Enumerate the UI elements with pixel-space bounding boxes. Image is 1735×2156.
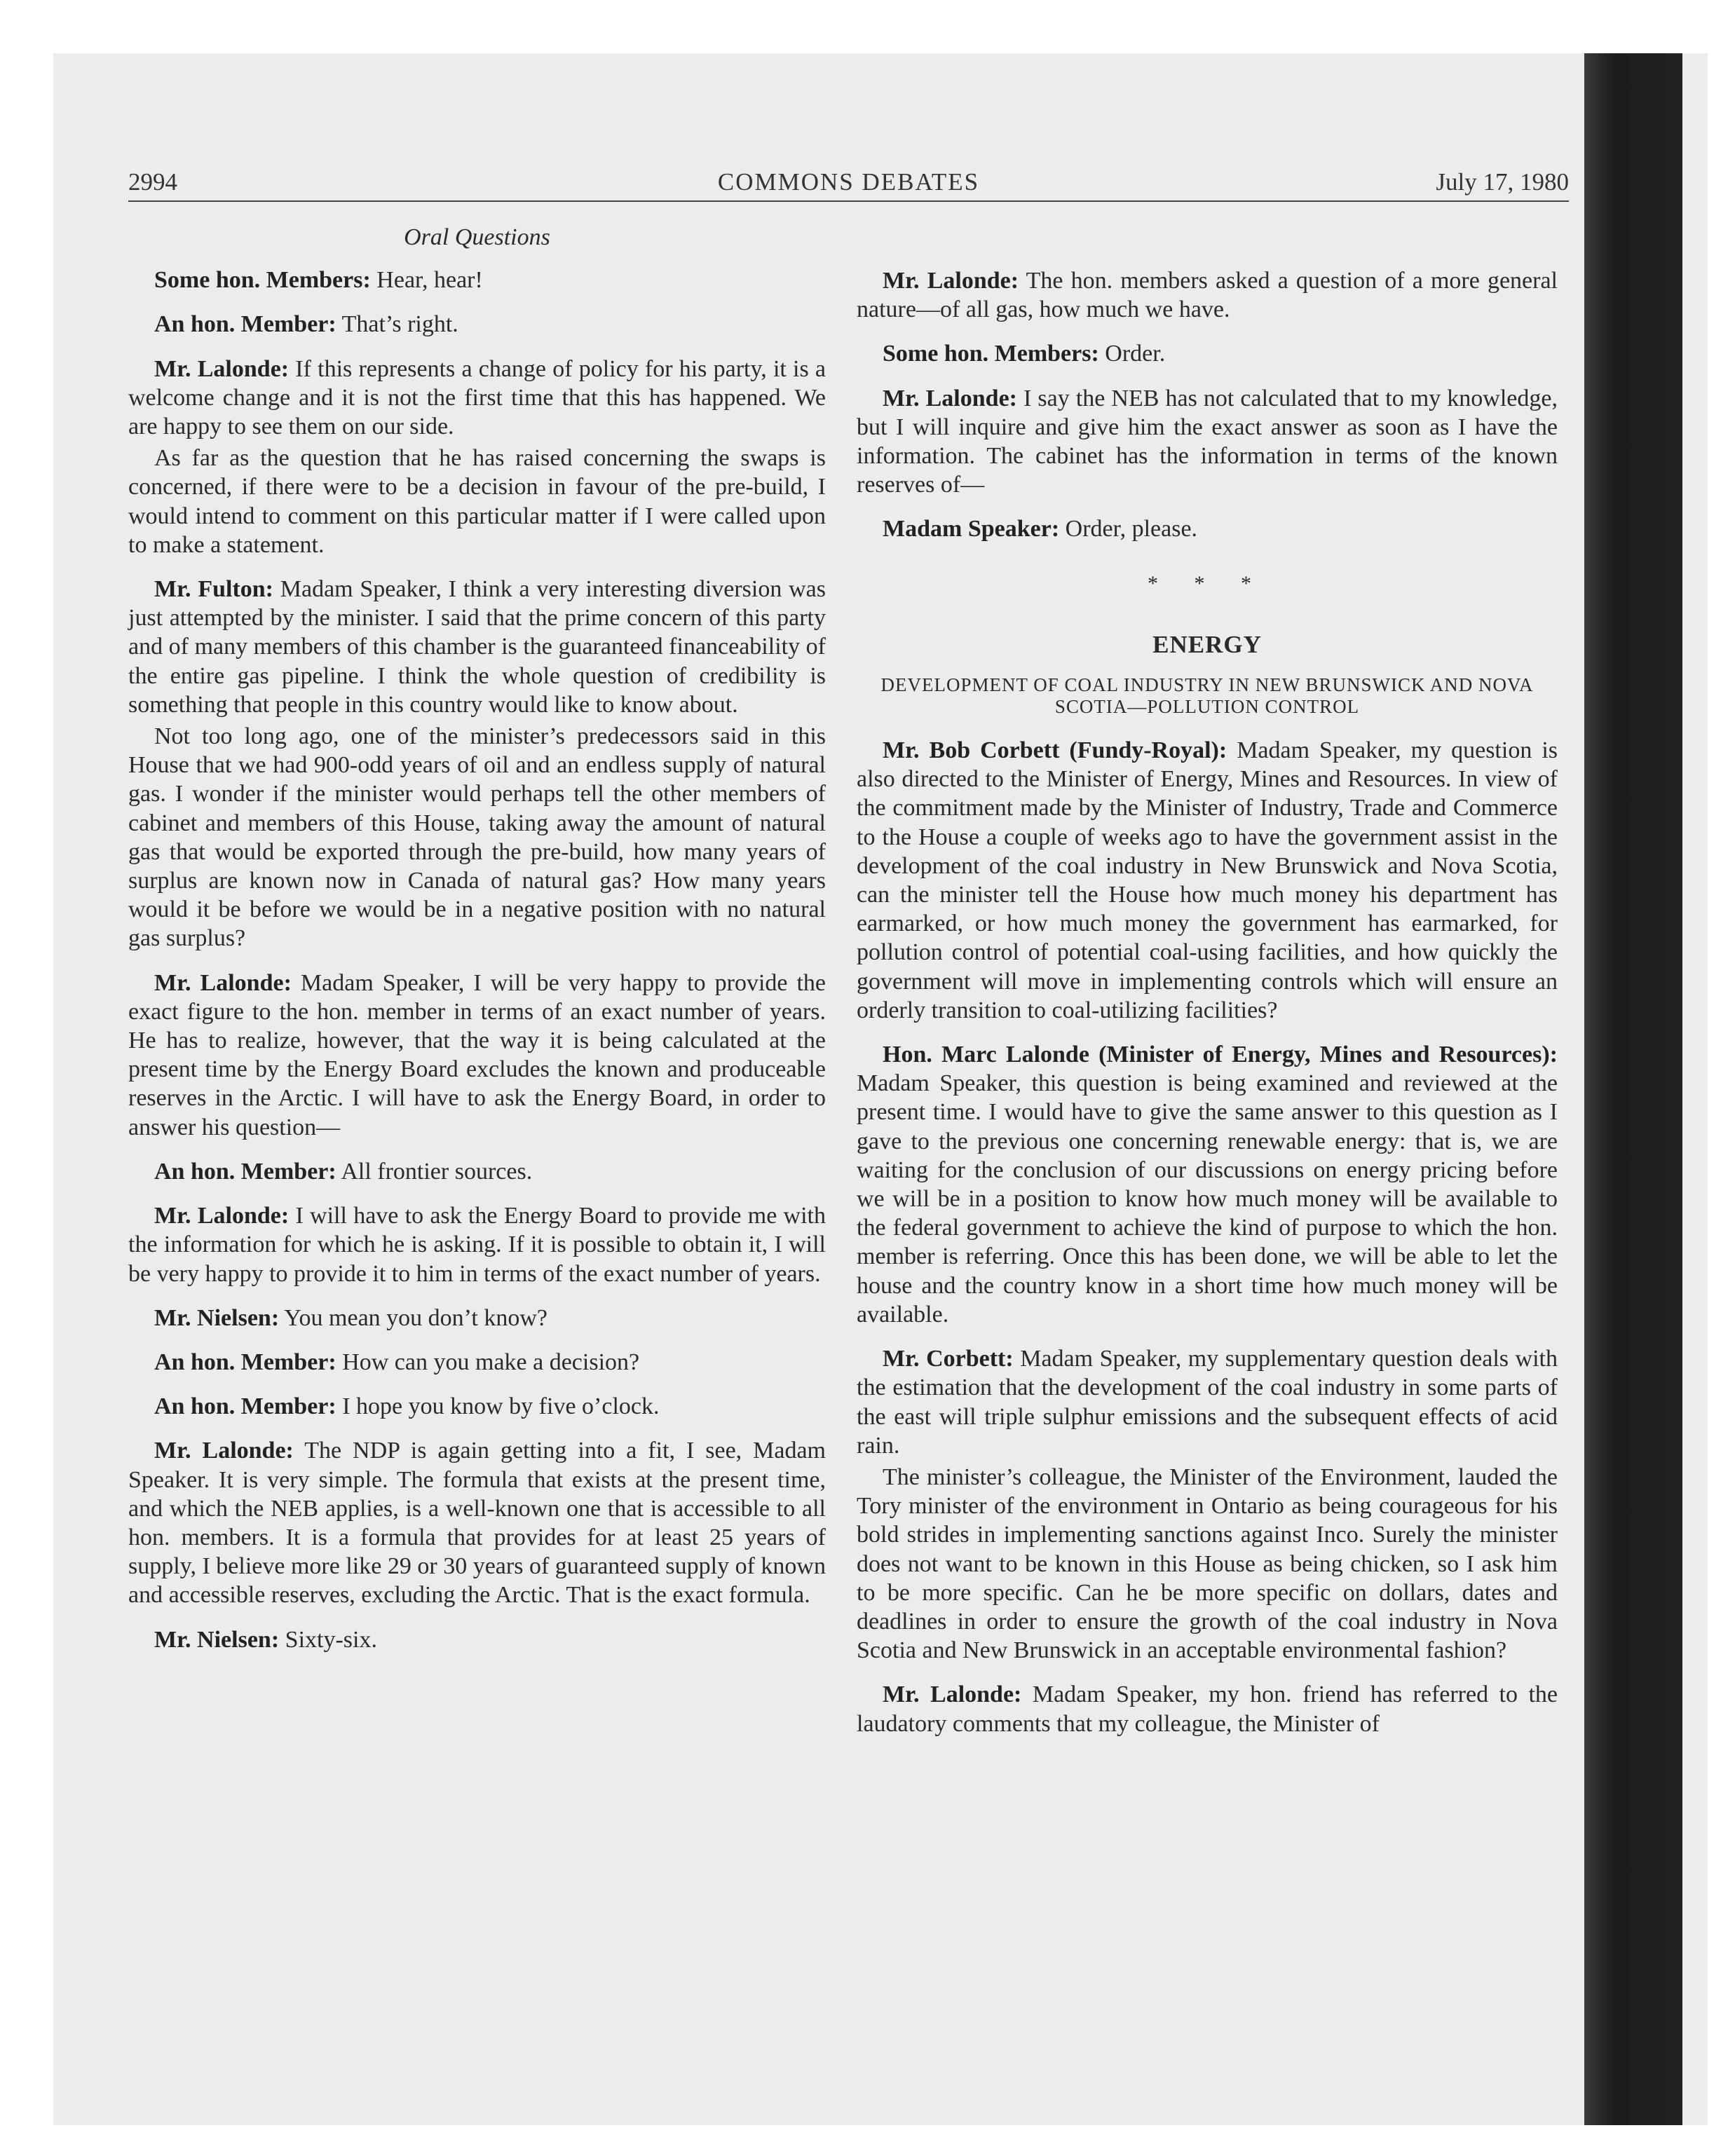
speaker-name: Mr. Lalonde: xyxy=(154,969,292,996)
paragraph-text: I say the NEB has not calculated that to my knowledge, but I will inquire and give him the exact answer as soon as I have the information. The cabinet has the information in terms of the known reserves of— xyxy=(857,385,1558,498)
speaker-name: Mr. Corbett: xyxy=(883,1346,1014,1372)
right-paragraphs-bottom xyxy=(857,736,1558,1738)
paragraph-text: All frontier sources. xyxy=(336,1158,533,1185)
speaker-name: An hon. Member: xyxy=(154,1393,336,1420)
speaker-name: Mr. Lalonde: xyxy=(154,1203,290,1229)
speaker-name: An hon. Member: xyxy=(154,1158,336,1185)
debate-paragraph xyxy=(128,355,826,442)
paragraph-text: The NDP is again getting into a fit, I see, Madam Speaker. It is very simple. The formula that exists at the present time, and which the NEB applies, is a well-known one that is accessible to all hon. members. It is a formula that provides for at least 25 years of supply, I believe more like 29 or 30 years of guaranteed supply of known and accessible reserves, excluding the Arctic. That is the exact formula. xyxy=(128,1438,826,1609)
debate-paragraph xyxy=(857,339,1558,368)
page-date: July 17, 1980 xyxy=(1436,168,1569,196)
debate-paragraph xyxy=(128,1436,826,1609)
paragraph-text: Madam Speaker, I think a very interesting diversion was just attempted by the minister. I said that the prime concern of this party and of many members of this chamber is the guaranteed financeability of the entire gas pipeline. I think the whole question of credibility is something that people in this country would like to know about. xyxy=(128,576,826,718)
debate-paragraph xyxy=(128,1201,826,1288)
debate-paragraph xyxy=(857,1463,1558,1665)
right-column xyxy=(857,266,1558,1754)
paragraph-text: That’s right. xyxy=(336,311,458,338)
debate-paragraph xyxy=(128,266,826,294)
section-separator: * * * xyxy=(1148,571,1267,595)
paragraph-text: If this represents a change of policy for his party, it is a welcome change and it is not the first time that this has happened. We are happy to see them on our side. xyxy=(128,355,826,440)
speaker-name: Some hon. Members: xyxy=(883,341,1099,367)
debate-paragraph xyxy=(128,1625,826,1654)
debate-paragraph xyxy=(857,266,1558,324)
speaker-name: Mr. Bob Corbett (Fundy-Royal): xyxy=(883,737,1227,764)
paragraph-text: Madam Speaker, my hon. friend has referred to the laudatory comments that my colleague, the Minister of xyxy=(857,1681,1558,1737)
debate-paragraph xyxy=(128,1348,826,1377)
speaker-name: Mr. Lalonde: xyxy=(883,268,1019,294)
paragraph-text: The minister’s colleague, the Minister of the Environment, lauded the Tory minister of the environment in Ontario as being courageous for his bold strides in implementing sanctions against Inco. Surely the minister does not want to be known in this House as being chicken, so I ask him to be more specific. Can he be more specific on dollars, dates and deadlines in order to ensure the growth of the coal industry in Nova Scotia and New Brunswick in an acceptable environmental fashion? xyxy=(857,1464,1558,1664)
debate-paragraph xyxy=(128,1157,826,1186)
left-column xyxy=(128,223,826,1670)
debate-paragraph xyxy=(128,310,826,339)
debate-paragraph xyxy=(128,722,826,953)
page-header xyxy=(128,163,1569,205)
paragraph-text: Not too long ago, one of the minister’s predecessors said in this House that we had 900-odd years of oil and an endless supply of natural gas. I wonder if the minister would perhaps tell the other members of cabinet and members of this House, taking away the amount of natural gas that would be exported through the pre-build, how many years of surplus are known now in Canada of natural gas? How many years would it be before we would be in a negative position with no natural gas surplus? xyxy=(128,723,826,952)
speaker-name: Mr. Lalonde: xyxy=(883,385,1017,411)
speaker-name: Mr. Nielsen: xyxy=(154,1626,280,1653)
debate-paragraph xyxy=(128,444,826,559)
debate-paragraph xyxy=(128,969,826,1142)
paragraph-text: As far as the question that he has raised concerning the swaps is concerned, if there were to be a decision in favour of the pre-build, I would intend to comment on this particular matter if I were called upon to make a statement. xyxy=(128,445,826,558)
right-paragraphs-top xyxy=(857,266,1558,544)
debate-paragraph xyxy=(857,384,1558,500)
debate-paragraph xyxy=(857,514,1558,543)
speaker-name: Mr. Nielsen: xyxy=(154,1304,280,1331)
section-title: Oral Questions xyxy=(404,224,550,250)
debate-paragraph xyxy=(857,1680,1558,1738)
speaker-name: Some hon. Members: xyxy=(154,267,371,294)
header-rule xyxy=(128,200,1569,202)
speaker-name: Mr. Lalonde: xyxy=(883,1681,1022,1708)
debate-paragraph xyxy=(128,1304,826,1332)
speaker-name: An hon. Member: xyxy=(154,1349,336,1375)
speaker-name: Mr. Lalonde: xyxy=(154,355,290,382)
debate-paragraph xyxy=(857,1344,1558,1460)
paragraph-text: Sixty-six. xyxy=(279,1626,377,1653)
speaker-name: Madam Speaker: xyxy=(883,516,1060,543)
paragraph-text: You mean you don’t know? xyxy=(279,1304,547,1331)
paragraph-text: Madam Speaker, this question is being examined and reviewed at the present time. I would have to give the same answer to this question as I gave to the previous one concerning renewable energy: that is, we are waiting for the conclusion of our discussions on energy pricing before we will be in a position to know how much money will be available to the federal government to achieve the kind of purpose to which the hon. member is referring. Once this has been done, we will be able to let the house and the country know in a short time how much money will be available. xyxy=(857,1070,1558,1328)
left-paragraphs xyxy=(128,266,826,1654)
debate-paragraph xyxy=(857,736,1558,1025)
paragraph-text: Order. xyxy=(1098,341,1166,367)
page-number: 2994 xyxy=(128,168,177,196)
paragraph-text: Hear, hear! xyxy=(370,267,483,294)
paragraph-text: Madam Speaker, my supplementary question deals with the estimation that the development of the coal industry in some parts of the east will triple sulphur emissions and the subsequent effects of acid rain. xyxy=(857,1346,1558,1459)
debate-paragraph xyxy=(128,1392,826,1421)
section-heading: ENERGY xyxy=(1152,630,1262,658)
speaker-name: Mr. Fulton: xyxy=(154,576,273,603)
paragraph-text: I will have to ask the Energy Board to provide me with the information for which he is asking. If it is possible to obtain it, I will be very happy to provide it to him in terms of the exact number of years. xyxy=(128,1203,826,1287)
publication-title: COMMONS DEBATES xyxy=(717,168,980,196)
paragraph-text: Order, please. xyxy=(1059,516,1198,543)
section-subheading: DEVELOPMENT OF COAL INDUSTRY IN NEW BRUNSWICK AND NOVA SCOTIA—POLLUTION CONTROL xyxy=(880,674,1534,718)
binding-edge xyxy=(1584,53,1682,2125)
speaker-name: Hon. Marc Lalonde (Minister of Energy, Mines and Resources): xyxy=(883,1042,1558,1068)
speaker-name: An hon. Member: xyxy=(154,311,336,338)
debate-paragraph xyxy=(128,575,826,719)
speaker-name: Mr. Lalonde: xyxy=(154,1438,294,1464)
paragraph-text: Madam Speaker, I will be very happy to provide the exact figure to the hon. member in terms of an exact number of years. He has to realize, however, that the way it is being calculated at the present time by the Energy Board excludes the known and produceable reserves in the Arctic. I will have to ask the Energy Board, in order to answer his question— xyxy=(128,969,826,1140)
paragraph-text: The hon. members asked a question of a more general nature—of all gas, how much we have. xyxy=(857,268,1558,323)
paragraph-text: How can you make a decision? xyxy=(336,1349,640,1375)
paragraph-text: Madam Speaker, my question is also directed to the Minister of Energy, Mines and Resources. In view of the commitment made by the Minister of Industry, Trade and Commerce to the House a couple of weeks ago to have the government assist in the development of the coal industry in New Brunswick and Nova Scotia, can the minister tell the House how much money his department has earmarked, or how much money the government has earmarked, for pollution control of potential coal-using facilities, and how quickly the government will move in implementing controls which will ensure an orderly transition to coal-utilizing facilities? xyxy=(857,737,1558,1023)
debate-paragraph xyxy=(857,1040,1558,1329)
paragraph-text: I hope you know by five o’clock. xyxy=(336,1393,660,1420)
